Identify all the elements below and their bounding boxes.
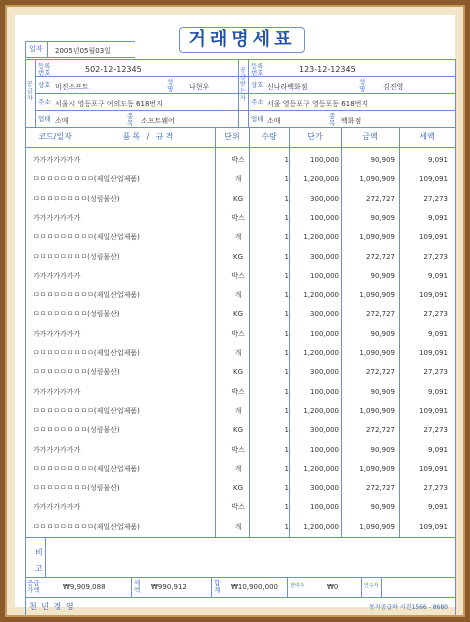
document-frame <box>5 5 465 617</box>
receiver-item-label: 종목 <box>329 112 336 127</box>
tax-cell: 109,091 <box>419 522 448 531</box>
item-name-cell: 가가가가가가가 <box>33 329 81 338</box>
item-name-cell: ㅁㅁㅁㅁㅁㅁㅁㅁ(성림물산) <box>33 426 120 435</box>
unit-cell: 개 <box>234 175 242 184</box>
header-price: 단가 <box>307 132 323 141</box>
qty-cell: 1 <box>284 213 289 222</box>
totals-div-3 <box>287 577 288 597</box>
amount-cell: 1,090,909 <box>359 233 395 242</box>
item-name-cell: ㅁㅁㅁㅁㅁㅁㅁㅁㅁ(제일산업제품) <box>33 175 140 184</box>
supplier-name-label: 성명 <box>167 78 174 93</box>
table-row <box>25 151 455 170</box>
date-box-divider <box>47 41 48 57</box>
date-box-bottom <box>25 57 135 58</box>
unit-cell: 개 <box>234 349 242 357</box>
header-code: 코드/일자 <box>38 132 72 141</box>
invoice-paper <box>15 15 455 611</box>
table-row <box>25 421 455 440</box>
table-row <box>25 248 455 267</box>
remarks-divider <box>45 537 46 577</box>
item-name-cell: ㅁㅁㅁㅁㅁㅁㅁㅁ(성림물산) <box>33 310 120 319</box>
qty-cell: 1 <box>284 349 289 357</box>
amount-cell: 1,090,909 <box>359 291 395 300</box>
item-name-cell: 가가가가가가가 <box>33 156 81 164</box>
amount-cell: 272,727 <box>366 426 395 435</box>
item-name-cell: ㅁㅁㅁㅁㅁㅁㅁㅁㅁ(제일산업제품) <box>33 349 140 357</box>
receiver-addr-label: 주소 <box>251 98 264 106</box>
supplier-item-value: 소프트웨어 <box>141 117 175 125</box>
remarks-label: 비고 <box>35 548 43 573</box>
price-cell: 100,000 <box>310 445 339 454</box>
item-name-cell: 가가가가가가가 <box>33 213 81 222</box>
supplier-addr-label: 주소 <box>38 98 51 106</box>
unit-cell: 개 <box>234 406 242 415</box>
amount-cell: 272,727 <box>366 484 395 493</box>
tax-cell: 109,091 <box>419 233 448 242</box>
table-row <box>25 460 455 479</box>
item-name-cell: 가가가가가가가 <box>33 503 81 512</box>
header-amount: 금액 <box>362 132 378 141</box>
unit-cell: 박스 <box>231 329 245 338</box>
supplier-item-label: 종목 <box>127 112 134 127</box>
supplier-reg-value: 502-12-12345 <box>85 65 142 74</box>
grand-total-label: 합계 <box>214 579 221 594</box>
qty-cell: 1 <box>284 406 289 415</box>
date-value: 2005년05월03일 <box>55 47 111 55</box>
amount-cell: 1,090,909 <box>359 406 395 415</box>
table-row <box>25 170 455 189</box>
price-cell: 100,000 <box>310 387 339 396</box>
price-cell: 100,000 <box>310 156 339 164</box>
qty-cell: 1 <box>284 464 289 473</box>
header-item: 품목 / 규격 <box>122 132 176 141</box>
receiver-company-label: 상호 <box>251 81 264 89</box>
table-row <box>25 383 455 402</box>
tax-cell: 27,273 <box>423 194 448 203</box>
table-row <box>25 286 455 305</box>
unit-cell: 박스 <box>231 156 245 164</box>
tax-cell: 109,091 <box>419 464 448 473</box>
unit-cell: 박스 <box>231 387 245 396</box>
price-cell: 300,000 <box>310 426 339 435</box>
table-row <box>25 441 455 460</box>
header-row3-line <box>35 110 455 111</box>
item-name-cell: 가가가가가가가 <box>33 445 81 454</box>
prev-balance-value: ₩0 <box>327 583 339 591</box>
qty-cell: 1 <box>284 310 289 319</box>
table-row <box>25 479 455 498</box>
price-cell: 300,000 <box>310 194 339 203</box>
amount-cell: 1,090,909 <box>359 522 395 531</box>
date-box-top <box>25 41 135 42</box>
supplier-name-value: 나현우 <box>189 83 210 91</box>
price-cell: 300,000 <box>310 310 339 319</box>
supply-total-value: ₩9,909,088 <box>63 583 106 591</box>
qty-cell: 1 <box>284 175 289 184</box>
table-row <box>25 267 455 286</box>
table-row <box>25 305 455 324</box>
table-row <box>25 363 455 382</box>
tax-cell: 27,273 <box>423 484 448 493</box>
supplier-biz-value: 소매 <box>55 117 69 125</box>
unit-cell: 개 <box>234 291 242 300</box>
tax-cell: 9,091 <box>427 213 448 222</box>
qty-cell: 1 <box>284 252 289 261</box>
amount-cell: 272,727 <box>366 368 395 377</box>
qty-cell: 1 <box>284 503 289 512</box>
date-box-left <box>25 41 26 57</box>
supplier-biz-label: 업태 <box>38 115 51 123</box>
qty-cell: 1 <box>284 156 289 164</box>
tax-cell: 9,091 <box>427 156 448 164</box>
receiver-biz-label: 업태 <box>251 115 264 123</box>
remarks-top-line <box>25 537 455 538</box>
table-row <box>25 209 455 228</box>
totals-div-1 <box>131 577 132 597</box>
qty-cell: 1 <box>284 233 289 242</box>
unit-cell: 개 <box>234 233 242 242</box>
item-name-cell: ㅁㅁㅁㅁㅁㅁㅁㅁㅁ(제일산업제품) <box>33 464 140 473</box>
item-name-cell: 가가가가가가가 <box>33 271 81 280</box>
tax-cell: 9,091 <box>427 329 448 338</box>
qty-cell: 1 <box>284 387 289 396</box>
outer-right-line <box>455 59 456 615</box>
amount-cell: 272,727 <box>366 310 395 319</box>
unit-cell: KG <box>232 368 243 377</box>
receiver-item-value: 백화점 <box>341 117 362 125</box>
totals-div-4 <box>361 577 362 597</box>
grand-total-value: ₩10,900,000 <box>231 583 279 591</box>
qty-cell: 1 <box>284 271 289 280</box>
header-tax: 세액 <box>419 132 435 141</box>
amount-cell: 272,727 <box>366 252 395 261</box>
qty-cell: 1 <box>284 368 289 377</box>
supplier-company-label: 상호 <box>38 81 51 89</box>
supplier-addr-value: 서울시 영등포구 여의도동 618번지 <box>55 100 163 108</box>
item-name-cell: ㅁㅁㅁㅁㅁㅁㅁㅁㅁ(제일산업제품) <box>33 233 140 242</box>
unit-cell: KG <box>232 484 243 493</box>
footer-info: 동지공급하 시진1566 - 8680 <box>369 604 448 611</box>
item-name-cell: ㅁㅁㅁㅁㅁㅁㅁㅁ(성림물산) <box>33 194 120 203</box>
table-row <box>25 325 455 344</box>
unit-cell: 박스 <box>231 445 245 454</box>
totals-div-2 <box>211 577 212 597</box>
tax-cell: 9,091 <box>427 503 448 512</box>
qty-cell: 1 <box>284 291 289 300</box>
table-row <box>25 190 455 209</box>
qty-cell: 1 <box>284 445 289 454</box>
tax-cell: 9,091 <box>427 387 448 396</box>
collector-label: 인수자 <box>364 583 379 589</box>
amount-cell: 272,727 <box>366 194 395 203</box>
receiver-reg-value: 123-12-12345 <box>299 65 356 74</box>
unit-cell: 박스 <box>231 271 245 280</box>
qty-cell: 1 <box>284 194 289 203</box>
receiver-biz-value: 소매 <box>267 117 281 125</box>
amount-cell: 90,909 <box>370 445 395 454</box>
item-name-cell: 가가가가가가가 <box>33 387 81 396</box>
item-name-cell: ㅁㅁㅁㅁㅁㅁㅁㅁㅁ(제일산업제품) <box>33 522 140 531</box>
header-unit: 단위 <box>224 132 240 141</box>
amount-cell: 90,909 <box>370 271 395 280</box>
price-cell: 1,200,000 <box>303 175 339 184</box>
unit-cell: KG <box>232 194 243 203</box>
tax-total-value: ₩990,912 <box>151 583 187 591</box>
totals-top-line <box>25 577 455 578</box>
totals-div-5 <box>381 577 382 597</box>
price-cell: 100,000 <box>310 213 339 222</box>
receiver-reg-label: 등록번호 <box>251 62 264 77</box>
item-name-cell: ㅁㅁㅁㅁㅁㅁㅁㅁ(성림물산) <box>33 368 120 377</box>
totals-bottom-line <box>25 597 455 598</box>
table-row <box>25 518 455 537</box>
tax-cell: 109,091 <box>419 291 448 300</box>
unit-cell: 개 <box>234 522 242 531</box>
amount-cell: 90,909 <box>370 213 395 222</box>
unit-cell: KG <box>232 426 243 435</box>
qty-cell: 1 <box>284 426 289 435</box>
amount-cell: 90,909 <box>370 156 395 164</box>
price-cell: 100,000 <box>310 329 339 338</box>
amount-cell: 1,090,909 <box>359 349 395 357</box>
receiver-name-label: 성명 <box>359 78 366 93</box>
table-header-line <box>25 147 455 148</box>
qty-cell: 1 <box>284 484 289 493</box>
table-row <box>25 228 455 247</box>
price-cell: 100,000 <box>310 271 339 280</box>
tax-cell: 27,273 <box>423 368 448 377</box>
date-label: 일자 <box>29 45 43 53</box>
amount-cell: 90,909 <box>370 503 395 512</box>
invoice-title: 거래명세표 <box>179 27 305 53</box>
unit-cell: 박스 <box>231 213 245 222</box>
tax-cell: 27,273 <box>423 426 448 435</box>
supply-total-label: 공급가액 <box>27 579 40 594</box>
tax-cell: 109,091 <box>419 349 448 357</box>
price-cell: 1,200,000 <box>303 233 339 242</box>
table-row <box>25 402 455 421</box>
tax-cell: 27,273 <box>423 252 448 261</box>
price-cell: 300,000 <box>310 252 339 261</box>
receiver-name-value: 김진영 <box>383 83 404 91</box>
receiver-side-label: 공급받는자 <box>240 67 246 102</box>
qty-cell: 1 <box>284 329 289 338</box>
qty-cell: 1 <box>284 522 289 531</box>
unit-cell: KG <box>232 252 243 261</box>
tax-cell: 9,091 <box>427 445 448 454</box>
unit-cell: 개 <box>234 464 242 473</box>
table-row <box>25 498 455 517</box>
tax-cell: 109,091 <box>419 175 448 184</box>
amount-cell: 1,090,909 <box>359 464 395 473</box>
price-cell: 1,200,000 <box>303 406 339 415</box>
footer-slogan: 천 년 경 영 <box>29 602 75 611</box>
header-qty: 수량 <box>261 132 277 141</box>
unit-cell: 박스 <box>231 503 245 512</box>
supplier-side-label: 공급자 <box>27 81 33 102</box>
header-top-line <box>25 59 455 60</box>
price-cell: 1,200,000 <box>303 464 339 473</box>
unit-cell: KG <box>232 310 243 319</box>
tax-cell: 9,091 <box>427 271 448 280</box>
amount-cell: 90,909 <box>370 329 395 338</box>
receiver-addr-value: 서울 영등포구 영등포동 618번지 <box>267 100 369 108</box>
amount-cell: 90,909 <box>370 387 395 396</box>
item-name-cell: ㅁㅁㅁㅁㅁㅁㅁㅁ(성림물산) <box>33 484 120 493</box>
tax-total-label: 세액 <box>134 579 141 594</box>
price-cell: 300,000 <box>310 484 339 493</box>
prev-balance-label: 전미수 <box>290 583 305 589</box>
item-name-cell: ㅁㅁㅁㅁㅁㅁㅁㅁㅁ(제일산업제품) <box>33 291 140 300</box>
supplier-company-value: 미진소프트 <box>55 83 89 91</box>
tax-cell: 27,273 <box>423 310 448 319</box>
price-cell: 1,200,000 <box>303 349 339 357</box>
supplier-reg-label: 등록번호 <box>38 62 51 77</box>
price-cell: 1,200,000 <box>303 522 339 531</box>
price-cell: 1,200,000 <box>303 291 339 300</box>
item-name-cell: ㅁㅁㅁㅁㅁㅁㅁㅁㅁ(제일산업제품) <box>33 406 140 415</box>
price-cell: 300,000 <box>310 368 339 377</box>
price-cell: 100,000 <box>310 503 339 512</box>
table-row <box>25 344 455 363</box>
item-name-cell: ㅁㅁㅁㅁㅁㅁㅁㅁ(성림물산) <box>33 252 120 261</box>
receiver-company-value: 신나라백화점 <box>267 83 308 91</box>
tax-cell: 109,091 <box>419 406 448 415</box>
amount-cell: 1,090,909 <box>359 175 395 184</box>
